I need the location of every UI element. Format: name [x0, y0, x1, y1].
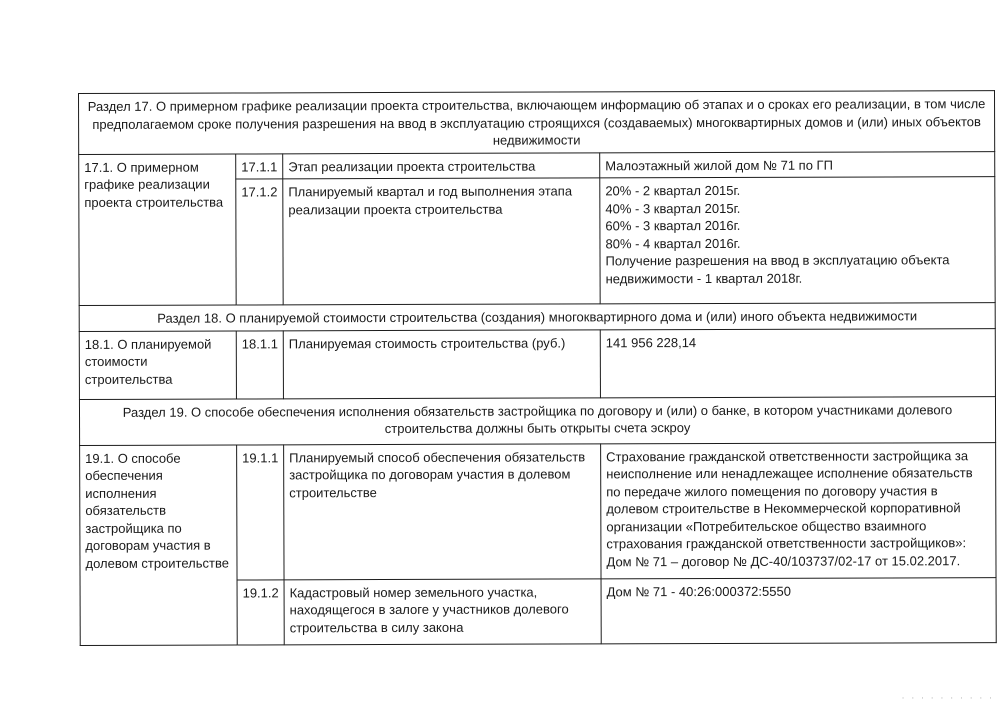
row-value: Страхование гражданской ответственности застройщика за неисполнение или ненадлежащее исполнение обязательств по передаче жилого помещения по договору участия в долевом строительстве в Некоммерческой корпоративной организации «Потребительское общество взаимного страхования гражданской ответственности застройщиков»: Дом № 71 – договор № ДС-40/103737/02-17 от 15.02.2017. — [601, 442, 996, 578]
document-page — [78, 90, 996, 645]
section-19-group-label: 19.1. О способе обеспечения исполнения обязательств застройщика по договорам участия в долевом строительстве — [80, 445, 238, 645]
row-value: Малоэтажный жилой дом № 71 по ГП — [600, 151, 995, 178]
section-18-heading-row — [79, 303, 995, 331]
row-code: 17.1.2 — [236, 179, 283, 305]
row-name: Планируемая стоимость строительства (руб.) — [283, 329, 600, 398]
table-row — [79, 328, 995, 399]
row-name: Кадастровый номер земельного участка, находящегося в залоге у участников долевого строительства в силу закона — [284, 578, 601, 644]
table-row — [80, 442, 996, 580]
row-value: 20% - 2 квартал 2015г. 40% - 3 квартал 2015г. 60% - 3 квартал 2016г. 80% - 4 квартал 2016г. Получение разрешения на ввод в эксплуатацию объекта недвижимости - 1 квартал 2018г. — [600, 177, 995, 304]
row-name: Планируемый квартал и год выполнения этапа реализации проекта строительства — [283, 178, 600, 305]
row-code: 18.1.1 — [236, 330, 283, 398]
row-code: 19.1.2 — [237, 579, 284, 644]
row-value: Дом № 71 - 40:26:000372:5550 — [601, 577, 996, 643]
section-17-group-label: 17.1. О примерном графике реализации проекта строительства — [79, 154, 236, 306]
row-name: Планируемый способ обеспечения обязательств застройщика по договорам участия в долевом строительстве — [284, 443, 601, 579]
section-17-heading-row — [79, 91, 995, 154]
row-code: 19.1.1 — [237, 444, 284, 579]
section-18-heading: Раздел 18. О планируемой стоимости строительства (создания) многоквартирного дома и (или) иного объекта недвижимости — [79, 303, 995, 331]
table-row — [79, 151, 995, 179]
row-value: 141 956 228,14 — [600, 328, 995, 397]
scan-artifact-dots: · · · · · · · · · · — [901, 694, 994, 704]
section-19-heading: Раздел 19. О способе обеспечения исполнения обязательств застройщика по договору и (или) о банке, в котором участниками долевого строительства должны быть открыты счета эскроу — [79, 396, 995, 445]
section-19-heading-row — [79, 396, 995, 445]
section-18-group-label: 18.1. О планируемой стоимости строительства — [79, 331, 236, 399]
row-name: Этап реализации проекта строительства — [283, 152, 600, 178]
row-code: 17.1.1 — [236, 153, 283, 179]
project-declaration-table — [78, 90, 997, 645]
section-17-heading: Раздел 17. О примерном графике реализации проекта строительства, включающем информацию об этапах и о сроках его реализации, в том числе предполагаемом сроке получения разрешения на ввод в эксплуатацию строящихся (создаваемых) многоквартирных домов и (или) иных объектов недвижимости — [79, 91, 995, 154]
